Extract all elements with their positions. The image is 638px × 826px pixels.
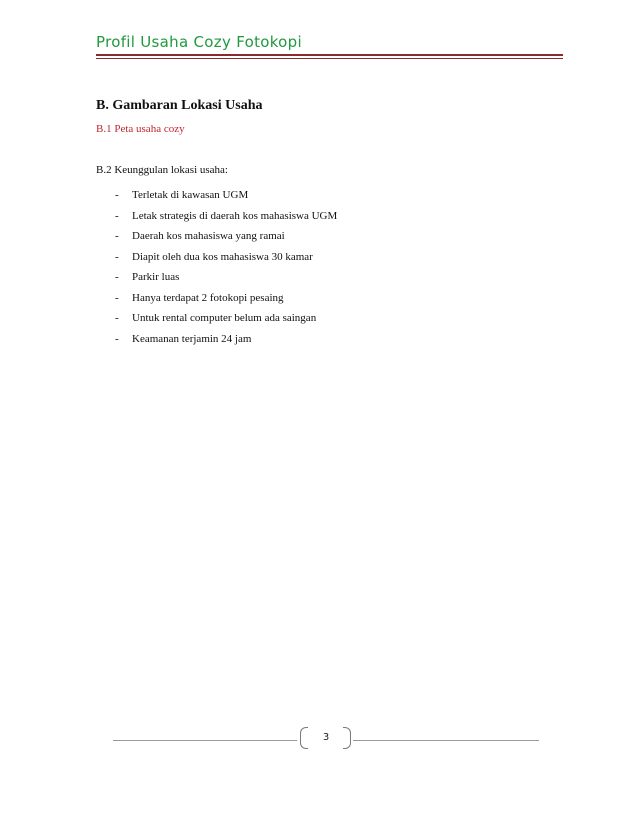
footer-line-left	[113, 740, 297, 741]
section-heading: B. Gambaran Lokasi Usaha	[96, 98, 263, 113]
advantages-list	[115, 185, 337, 349]
list-dash: -	[115, 209, 119, 222]
list-item	[115, 267, 337, 288]
header-title: Profil Usaha Cozy Fotokopi	[96, 33, 302, 51]
list-item	[115, 288, 337, 309]
subheading-advantages: B.2 Keunggulan lokasi usaha:	[96, 164, 228, 176]
list-item	[115, 226, 337, 247]
page-number: 3	[322, 732, 330, 743]
subheading-map: B.1 Peta usaha cozy	[96, 123, 185, 135]
list-item-text: Untuk rental computer belum ada saingan	[132, 312, 317, 325]
list-dash: -	[115, 230, 119, 243]
list-dash: -	[115, 271, 119, 284]
list-item-text: Keamanan terjamin 24 jam	[132, 332, 252, 345]
list-item	[115, 206, 337, 227]
list-item	[115, 185, 337, 206]
left-bracket-icon	[300, 727, 308, 749]
header-rule-thin	[96, 58, 563, 59]
list-item-text: Letak strategis di daerah kos mahasiswa UGM	[132, 209, 338, 222]
footer-line-right	[353, 740, 539, 741]
right-bracket-icon	[343, 727, 351, 749]
list-item-text: Hanya terdapat 2 fotokopi pesaing	[132, 291, 284, 304]
list-dash: -	[115, 332, 119, 345]
list-item	[115, 247, 337, 268]
list-dash: -	[115, 312, 119, 325]
list-dash: -	[115, 291, 119, 304]
list-item	[115, 308, 337, 329]
list-item-text: Daerah kos mahasiswa yang ramai	[132, 230, 285, 243]
list-item	[115, 329, 337, 350]
list-dash: -	[115, 189, 119, 202]
list-item-text: Parkir luas	[132, 271, 180, 284]
list-item-text: Diapit oleh dua kos mahasiswa 30 kamar	[132, 250, 313, 263]
list-dash: -	[115, 250, 119, 263]
header-rule	[96, 54, 563, 56]
list-item-text: Terletak di kawasan UGM	[132, 189, 249, 202]
